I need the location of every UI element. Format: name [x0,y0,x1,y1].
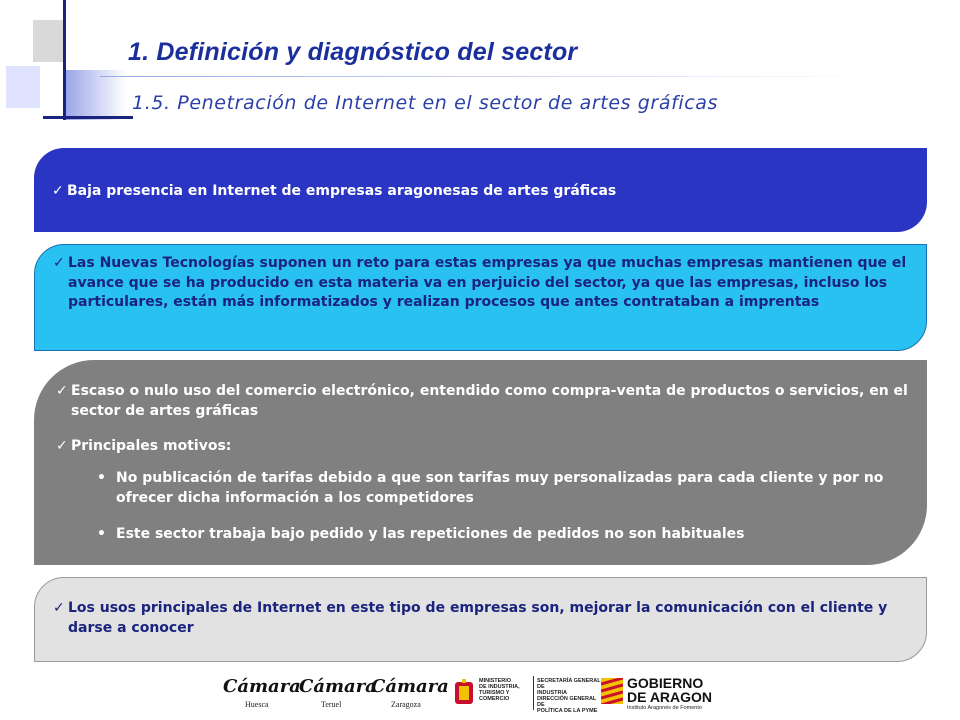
check-icon: ✓ [53,255,65,271]
check-icon: ✓ [53,600,65,616]
bullet-icon: • [97,526,106,542]
box-new-technologies [34,244,927,351]
decor-gray-square [33,20,63,62]
bullet-item: • Este sector trabaja bajo pedido y las repeticiones de pedidos no son habituales [97,526,745,542]
page-title: 1. Definición y diagnóstico del sector [128,38,578,66]
list-item: ✓ Los usos principales de Internet en este tipo de empresas son, mejorar la comunicación con el cliente y darse a conocer [53,600,888,636]
check-icon: ✓ [56,438,68,454]
list-item: ✓ Las Nuevas Tecnologías suponen un reto para estas empresas ya que muchas empresas mantienen que el avance que se ha producido en esta materia va en perjuicio del sector, ya que las empresas, incluso los particulares, están más informatizados y realizan procesos que antes contrataban a imprentas [53,255,907,310]
camara-zaragoza-logo: Cámara Zaragoza [371,676,449,709]
check-icon: ✓ [52,183,64,199]
decor-light-square [6,66,40,108]
list-item: ✓ Escaso o nulo uso del comercio electrónico, entendido como compra-venta de productos o servicios, en el sector de artes gráficas [56,383,908,419]
gobierno-aragon-logo: GOBIERNO DE ARAGON Instituto Aragonés de Fomento [601,674,713,714]
decor-navy-horizontal [43,116,133,119]
camara-teruel-logo: Cámara Teruel [299,676,377,709]
list-item: ✓ Principales motivos: [56,437,911,457]
box-main-uses [34,577,927,662]
bullet-item: • No publicación de tarifas debido a que son tarifas muy personalizadas para cada cliente y por no ofrecer dicha información a los competidores [97,470,884,506]
page-subtitle: 1.5. Penetración de Internet en el sector de artes gráficas [132,92,719,114]
bullet-icon: • [97,470,106,486]
decor-navy-vertical [63,0,66,120]
decor-gradient-bar [66,70,126,120]
box-ecommerce [34,360,927,565]
decor-title-rule [100,76,880,77]
box-low-presence [34,148,927,232]
coat-of-arms-icon [453,678,475,708]
divider [533,676,534,710]
footer-logos [215,672,715,716]
camara-huesca-logo: Cámara Huesca [223,676,301,709]
aragon-flag-icon [601,678,623,704]
ministerio-logo: MINISTERIO DE INDUSTRIA, TURISMO Y COMERCIO SECRETARÍA GENERAL DE INDUSTRIA DIRECCIÓN GENERAL DE POLÍTICA DE LA PYME [453,676,603,712]
check-icon: ✓ [56,383,68,399]
list-item: ✓ Baja presencia en Internet de empresas aragonesas de artes gráficas [52,182,902,202]
